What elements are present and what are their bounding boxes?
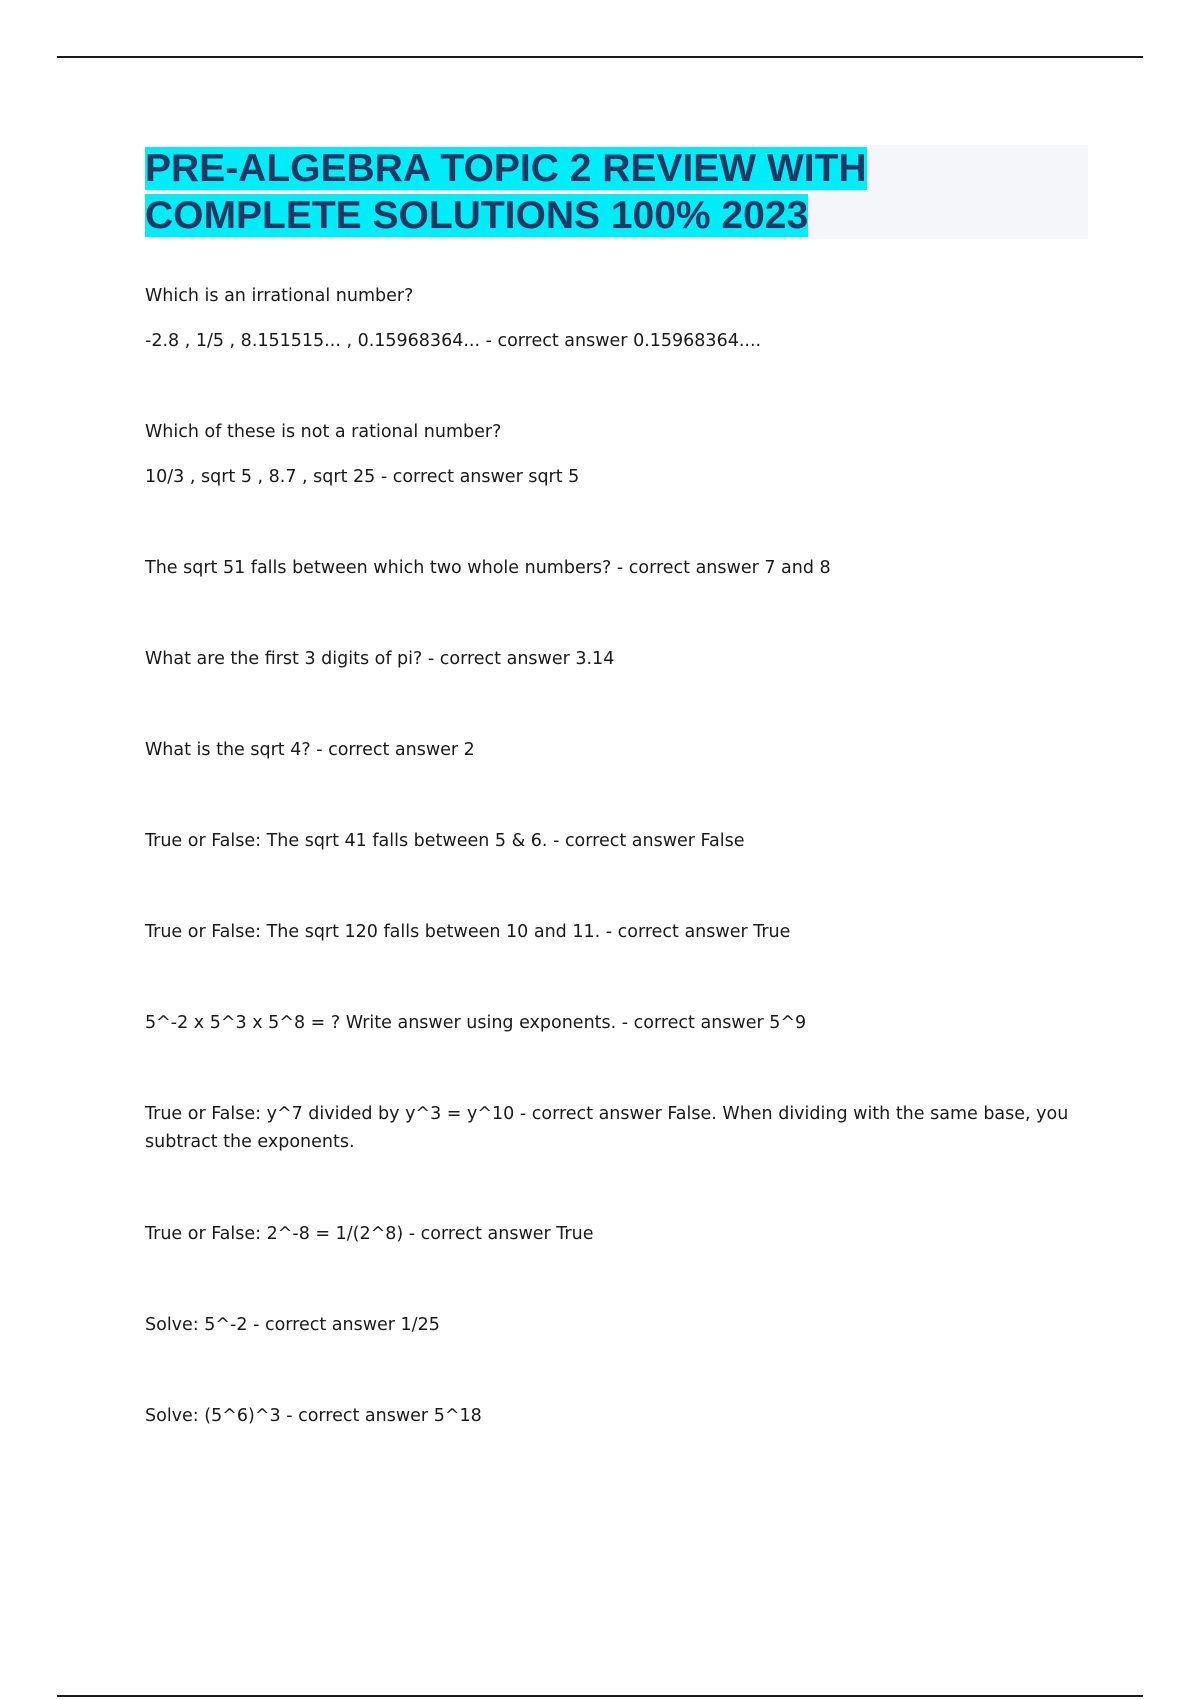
qa-item [145,1220,1085,1248]
question-answer-text: Solve: 5^-2 - correct answer 1/25 [145,1315,440,1335]
qa-item [145,645,1085,673]
question-answer-text: True or False: The sqrt 41 falls between 5 & 6. - correct answer False [145,831,745,851]
qa-item [145,1100,1085,1156]
question-text: Which of these is not a rational number? [145,422,502,442]
top-rule [57,56,1143,58]
qa-item [145,736,1085,764]
question-text: Which is an irrational number? [145,286,414,306]
qa-item [145,827,1085,855]
qa-item [145,554,1085,582]
qa-item [145,918,1085,946]
question-answer-text: True or False: The sqrt 120 falls between 10 and 11. - correct answer True [145,922,791,942]
qa-item [145,1402,1085,1430]
question-answer-text: The sqrt 51 falls between which two whole numbers? - correct answer 7 and 8 [145,558,831,578]
title-highlight: PRE-ALGEBRA TOPIC 2 REVIEW WITH COMPLETE SOLUTIONS 100% 2023 [145,147,867,237]
answer-text: -2.8 , 1/5 , 8.151515... , 0.15968364... - correct answer 0.15968364.... [145,331,762,351]
title-block [145,145,1088,239]
qa-item [145,282,1085,355]
question-answer-text: True or False: y^7 divided by y^3 = y^10 - correct answer False. When dividing with the same base, you subtract the exponents. [145,1104,1074,1152]
question-answer-text: What are the first 3 digits of pi? - correct answer 3.14 [145,649,615,669]
qa-item [145,1311,1085,1339]
bottom-rule [57,1695,1143,1697]
question-answer-text: Solve: (5^6)^3 - correct answer 5^18 [145,1406,482,1426]
qa-item [145,418,1085,491]
question-answer-text: True or False: 2^-8 = 1/(2^8) - correct answer True [145,1224,594,1244]
question-answer-text: 5^-2 x 5^3 x 5^8 = ? Write answer using exponents. - correct answer 5^9 [145,1013,807,1033]
answer-text: 10/3 , sqrt 5 , 8.7 , sqrt 25 - correct answer sqrt 5 [145,467,580,487]
question-answer-text: What is the sqrt 4? - correct answer 2 [145,740,475,760]
qa-item [145,1009,1085,1037]
document-title [145,145,1088,239]
